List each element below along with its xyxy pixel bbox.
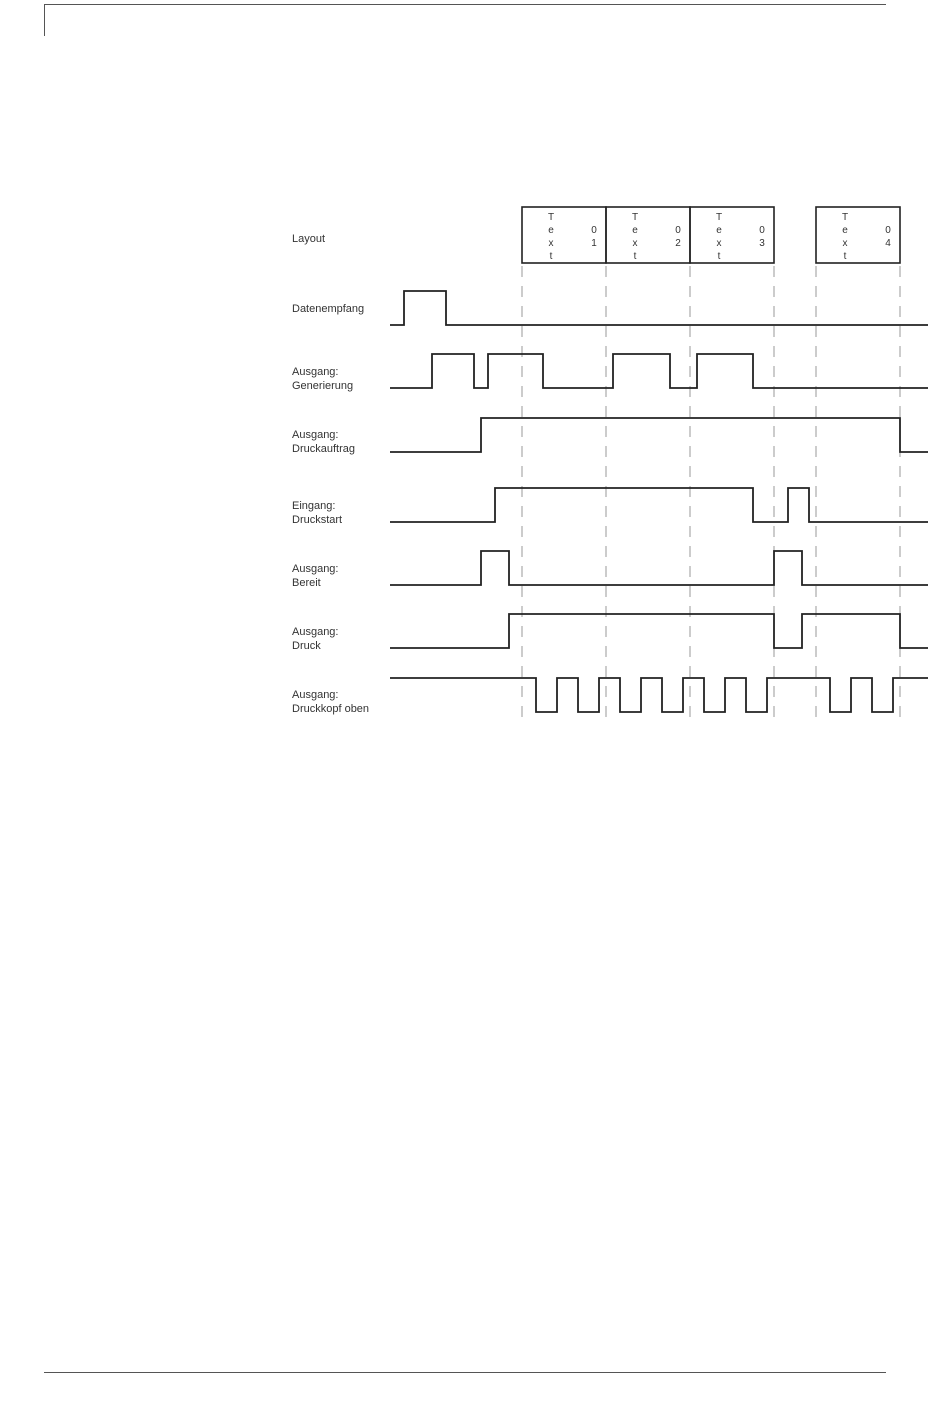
layout-box-2-digit: 0 <box>675 225 681 236</box>
layout-box-3-letter: e <box>716 225 722 236</box>
signal-label-ausgang-druckauftrag: Druckauftrag <box>292 443 355 455</box>
layout-box-3-letter: t <box>717 251 721 262</box>
layout-box-1-digit: 1 <box>591 238 597 249</box>
signal-label-eingang-druckstart: Eingang: <box>292 500 336 512</box>
signal-wave-ausgang-bereit <box>390 551 928 585</box>
layout-box-4-letter: e <box>842 225 848 236</box>
signal-label-ausgang-bereit: Bereit <box>292 577 321 589</box>
signal-label-ausgang-druck: Druck <box>292 640 321 652</box>
layout-box-4-letter: t <box>843 251 847 262</box>
layout-box-3-digit: 3 <box>759 238 765 249</box>
layout-box-2-digit: 2 <box>675 238 681 249</box>
layout-box-1-letter: t <box>549 251 553 262</box>
signal-wave-ausgang-druckkopf-oben <box>390 678 928 712</box>
signal-label-ausgang-bereit: Ausgang: <box>292 563 339 575</box>
layout-row <box>292 207 900 263</box>
signal-wave-datenempfang <box>390 291 928 325</box>
layout-box-1-letter: x <box>548 238 554 249</box>
layout-box-2-letter: T <box>631 212 639 223</box>
layout-box-3-letter: x <box>716 238 722 249</box>
signal-label-eingang-druckstart: Druckstart <box>292 514 343 526</box>
signal-wave-eingang-druckstart <box>390 488 928 522</box>
layout-box-1-letter: e <box>548 225 554 236</box>
signal-label-ausgang-druck: Ausgang: <box>292 626 339 638</box>
layout-box-2-letter: t <box>633 251 637 262</box>
signal-wave-ausgang-druckauftrag <box>390 418 928 452</box>
layout-box-1-letter: T <box>547 212 555 223</box>
layout-box-3-digit: 0 <box>759 225 765 236</box>
signal-label-ausgang-druckkopf-oben: Druckkopf oben <box>292 703 370 715</box>
layout-box-1-digit: 0 <box>591 225 597 236</box>
layout-box-4-letter: T <box>841 212 849 223</box>
signal-label-datenempfang: Datenempfang <box>292 303 365 315</box>
signal-label-ausgang-generierung: Generierung <box>292 380 354 392</box>
layout-box-4-digit: 4 <box>885 238 891 249</box>
layout-box-4-letter: x <box>842 238 848 249</box>
layout-label: Layout <box>292 233 326 245</box>
guide-lines <box>522 266 900 718</box>
signal-wave-ausgang-generierung <box>390 354 928 388</box>
signal-label-ausgang-generierung: Ausgang: <box>292 366 339 378</box>
signal-label-ausgang-druckauftrag: Ausgang: <box>292 429 339 441</box>
layout-box-4-digit: 0 <box>885 225 891 236</box>
signal-label-ausgang-druckkopf-oben: Ausgang: <box>292 689 339 701</box>
signal-wave-ausgang-druck <box>390 614 928 648</box>
layout-box-2-letter: e <box>632 225 638 236</box>
layout-box-2-letter: x <box>632 238 638 249</box>
signal-rows <box>292 291 928 715</box>
layout-box-3-letter: T <box>715 212 723 223</box>
